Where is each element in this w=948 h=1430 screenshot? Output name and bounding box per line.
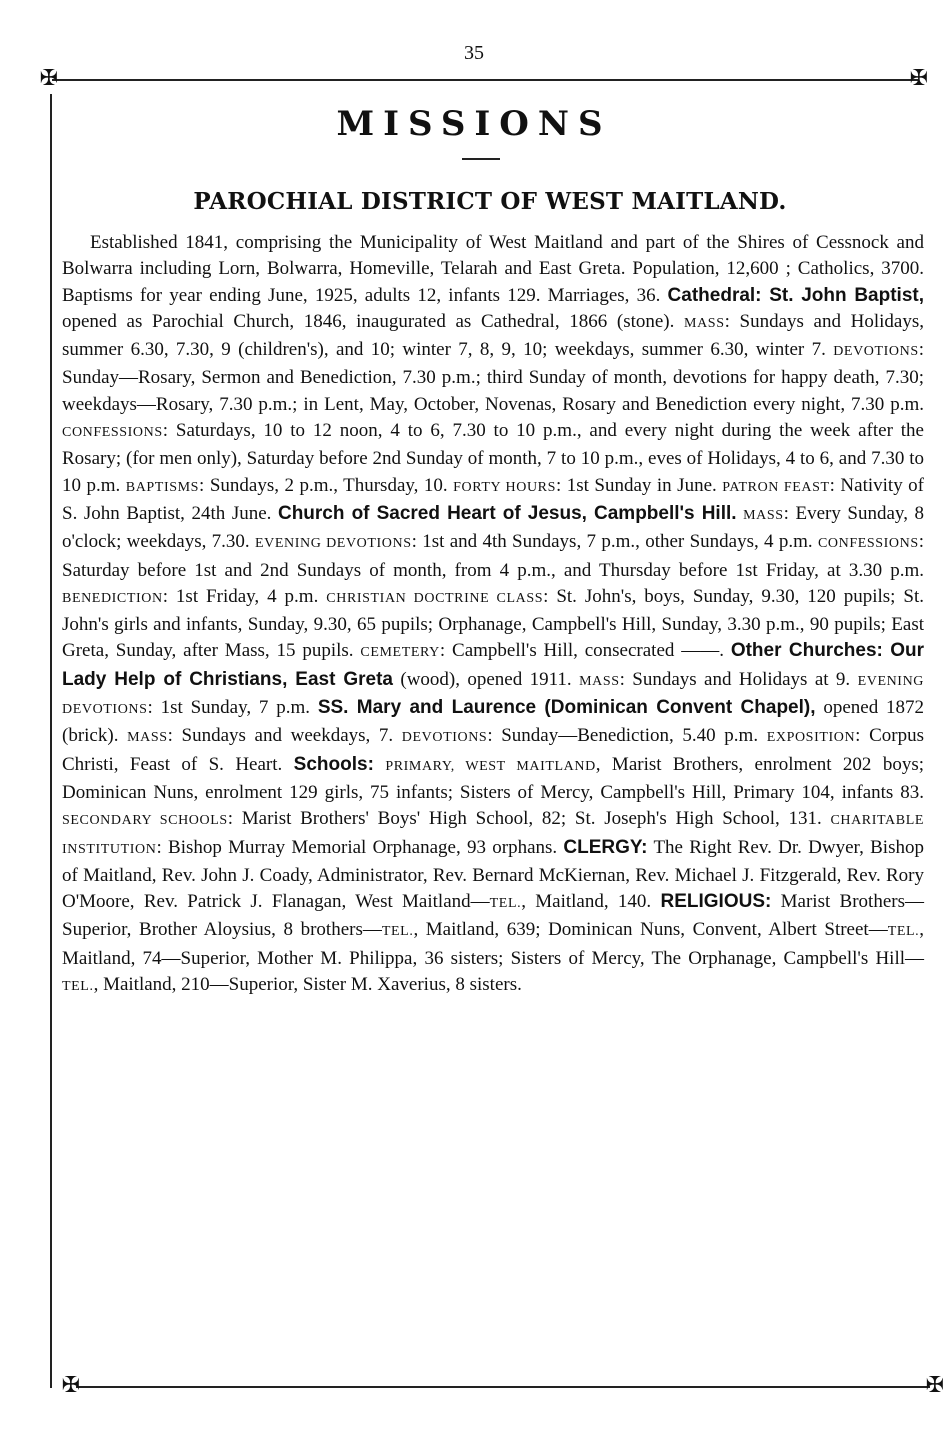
bold-heading-run: CLERGY:	[563, 836, 648, 858]
maltese-cross-icon: ✠	[39, 66, 59, 91]
text-run: , Marist Brothers, enrolment 202 boys; Dominican Nuns, enrolment 129 girls, 75 infants; Sisters of Mercy, Campbell's Hill, Primary 104, infants 83.	[62, 753, 925, 803]
small-caps-label: PATRON FEAST	[722, 479, 830, 495]
text-run: : Campbell's Hill, consecrated ——.	[439, 640, 731, 662]
bold-heading-run: Schools:	[293, 753, 374, 775]
small-caps-label: CONFESSIONS	[62, 425, 163, 441]
text-run: : Saturdays, 10 to 12 noon, 4 to 6, 7.30 to 10 p.m., and every night during the week after the Rosary; (for men only), Saturday before 2nd Sunday of month, 7 to 10 p.m., eves of Holidays, 4 to 6, and 7.30 to 10 p.m.	[62, 420, 924, 496]
text-run: : Nativity of S. John Baptist, 24th June.	[62, 474, 925, 524]
bold-heading-run: RELIGIOUS:	[660, 891, 772, 913]
text-run: : Sunday—Rosary, Sermon and Benediction, 7.30 p.m.; third Sunday of month, devotions for happy death, 7.30; weekdays—Rosary, 7.30 p.m.; in Lent, May, October, Novenas, Rosary and Benediction every night, 7.30 p.m.	[62, 339, 924, 415]
text-run: Marist Brothers—Superior, Brother Aloysius, 8 brothers—	[62, 891, 924, 941]
text-run: , Maitland, 140.	[521, 891, 661, 913]
small-caps-label: BENEDICTION	[62, 590, 163, 606]
small-caps-label: TEL.	[887, 924, 920, 940]
text-run: : Marist Brothers' Boys' High School, 82; St. Joseph's High School, 131.	[227, 808, 831, 830]
small-caps-label: TEL.	[489, 896, 522, 912]
small-caps-label: EVENING DEVOTIONS	[62, 673, 924, 718]
title-divider	[462, 158, 500, 160]
bold-heading-run: Church of Sacred Heart of Jesus, Campbell's Hill.	[277, 502, 737, 524]
text-run: opened as Parochial Church, 1846, inaugurated as Cathedral, 1866 (stone).	[62, 310, 685, 332]
text-run: : Sundays and Holidays at 9.	[619, 668, 858, 690]
small-caps-label: DEVOTIONS	[401, 730, 488, 746]
text-run: : 1st and 4th Sundays, 7 p.m., other Sundays, 4 p.m.	[411, 531, 818, 553]
parish-description-paragraph	[62, 230, 924, 1000]
small-caps-label: SECONDARY SCHOOLS	[62, 813, 228, 829]
small-caps-label: CHRISTIAN DOCTRINE CLASS	[326, 590, 544, 606]
bold-heading-run: Cathedral: St. John Baptist,	[667, 284, 925, 306]
text-run	[374, 754, 385, 775]
left-border-rule	[50, 94, 52, 1388]
small-caps-label: MASS	[127, 730, 168, 746]
text-run: : Saturday before 1st and 2nd Sundays of month, from 4 p.m., and Thursday before 1st Friday, at 3.30 p.m.	[62, 531, 924, 581]
bold-heading-run: SS. Mary and Laurence (Dominican Convent Chapel),	[317, 697, 816, 719]
small-caps-label: MASS	[579, 673, 620, 689]
text-run: : Sunday—Benediction, 5.40 p.m.	[487, 725, 767, 747]
text-run: : Bishop Murray Memorial Orphanage, 93 orphans.	[156, 836, 564, 858]
small-caps-label: PRIMARY, WEST MAITLAND	[385, 758, 596, 774]
page-title: MISSIONS	[336, 104, 612, 144]
parish-entry	[62, 230, 924, 1000]
maltese-cross-icon: ✠	[909, 66, 929, 91]
small-caps-label: TEL.	[381, 924, 414, 940]
small-caps-label: MASS	[684, 315, 725, 331]
text-run: : Sundays, 2 p.m., Thursday, 10.	[199, 474, 454, 496]
text-run: , Maitland, 639; Dominican Nuns, Convent, Albert Street—	[413, 919, 888, 941]
small-caps-label: EVENING DEVOTIONS	[255, 536, 412, 552]
bold-heading-run: Other Churches: Our Lady Help of Christians, East Greta	[62, 640, 924, 690]
text-run: : St. John's, boys, Sunday, 9.30, 120 pupils; St. John's girls and infants, Sunday, 9.30, 65 pupils; Orphanage, Campbell's Hill, Sunday, 3.30 p.m., 90 pupils; East Greta, Sunday, after Mass, 15 pupils.	[62, 585, 924, 662]
small-caps-label: TEL.	[62, 979, 94, 995]
text-run: The Right Rev. Dr. Dwyer, Bishop of Maitland, Rev. John J. Coady, Administrator, Rev. Bernard McKiernan, Rev. Michael J. Fitzgerald, Rev. Rory O'Moore, Rev. Patrick J. Flanagan, West Maitland—	[62, 836, 924, 913]
text-run: (wood), opened 1911.	[392, 668, 580, 690]
text-run: , Maitland, 210—Superior, Sister M. Xaverius, 8 sisters.	[93, 974, 522, 996]
page-number: 35	[464, 42, 484, 64]
small-caps-label: FORTY HOURS	[453, 479, 556, 495]
small-caps-label: BAPTISMS	[125, 479, 200, 495]
maltese-cross-icon: ✠	[925, 1373, 945, 1398]
text-run: : Sundays and weekdays, 7.	[167, 725, 402, 747]
top-border-rule	[52, 79, 918, 81]
text-run: , Maitland, 74—Superior, Mother M. Philippa, 36 sisters; Sisters of Mercy, The Orphanage, Campbell's Hill—	[62, 919, 925, 969]
text-run: : 1st Sunday in June.	[555, 474, 723, 496]
small-caps-label: DEVOTIONS	[833, 344, 919, 360]
text-run: : Every Sunday, 8 o'clock; weekdays, 7.30.	[62, 502, 925, 553]
bottom-border-rule	[76, 1386, 930, 1388]
text-run: : 1st Friday, 4 p.m.	[162, 585, 327, 607]
section-heading: PAROCHIAL DISTRICT OF WEST MAITLAND.	[193, 188, 787, 215]
small-caps-label: CONFESSIONS	[817, 536, 919, 552]
small-caps-label: CHARITABLE INSTITUTION	[62, 813, 924, 857]
maltese-cross-icon: ✠	[61, 1373, 81, 1398]
text-run: : Corpus Christi, Feast of S. Heart.	[62, 725, 924, 775]
text-run: : Sundays and Holidays, summer 6.30, 7.30, 9 (children's), and 10; winter 7, 8, 9, 10; weekdays, summer 6.30, winter 7.	[62, 310, 924, 361]
text-run: opened 1872 (brick).	[62, 697, 925, 747]
small-caps-label: EXPOSITION	[766, 730, 856, 746]
text-run: : 1st Sunday, 7 p.m.	[147, 697, 318, 719]
small-caps-label: CEMETERY	[360, 645, 440, 661]
text-run: Established 1841, comprising the Municipality of West Maitland and part of the Shires of Cessnock and Bolwarra including Lorn, Bolwarra, Homeville, Telarah and East Greta. Population, 12,600 ; Catholics, 3700. Baptisms for year ending June, 1925, adults 12, infants 129. Marriages, 36.	[62, 232, 924, 306]
small-caps-label: MASS	[743, 507, 784, 523]
